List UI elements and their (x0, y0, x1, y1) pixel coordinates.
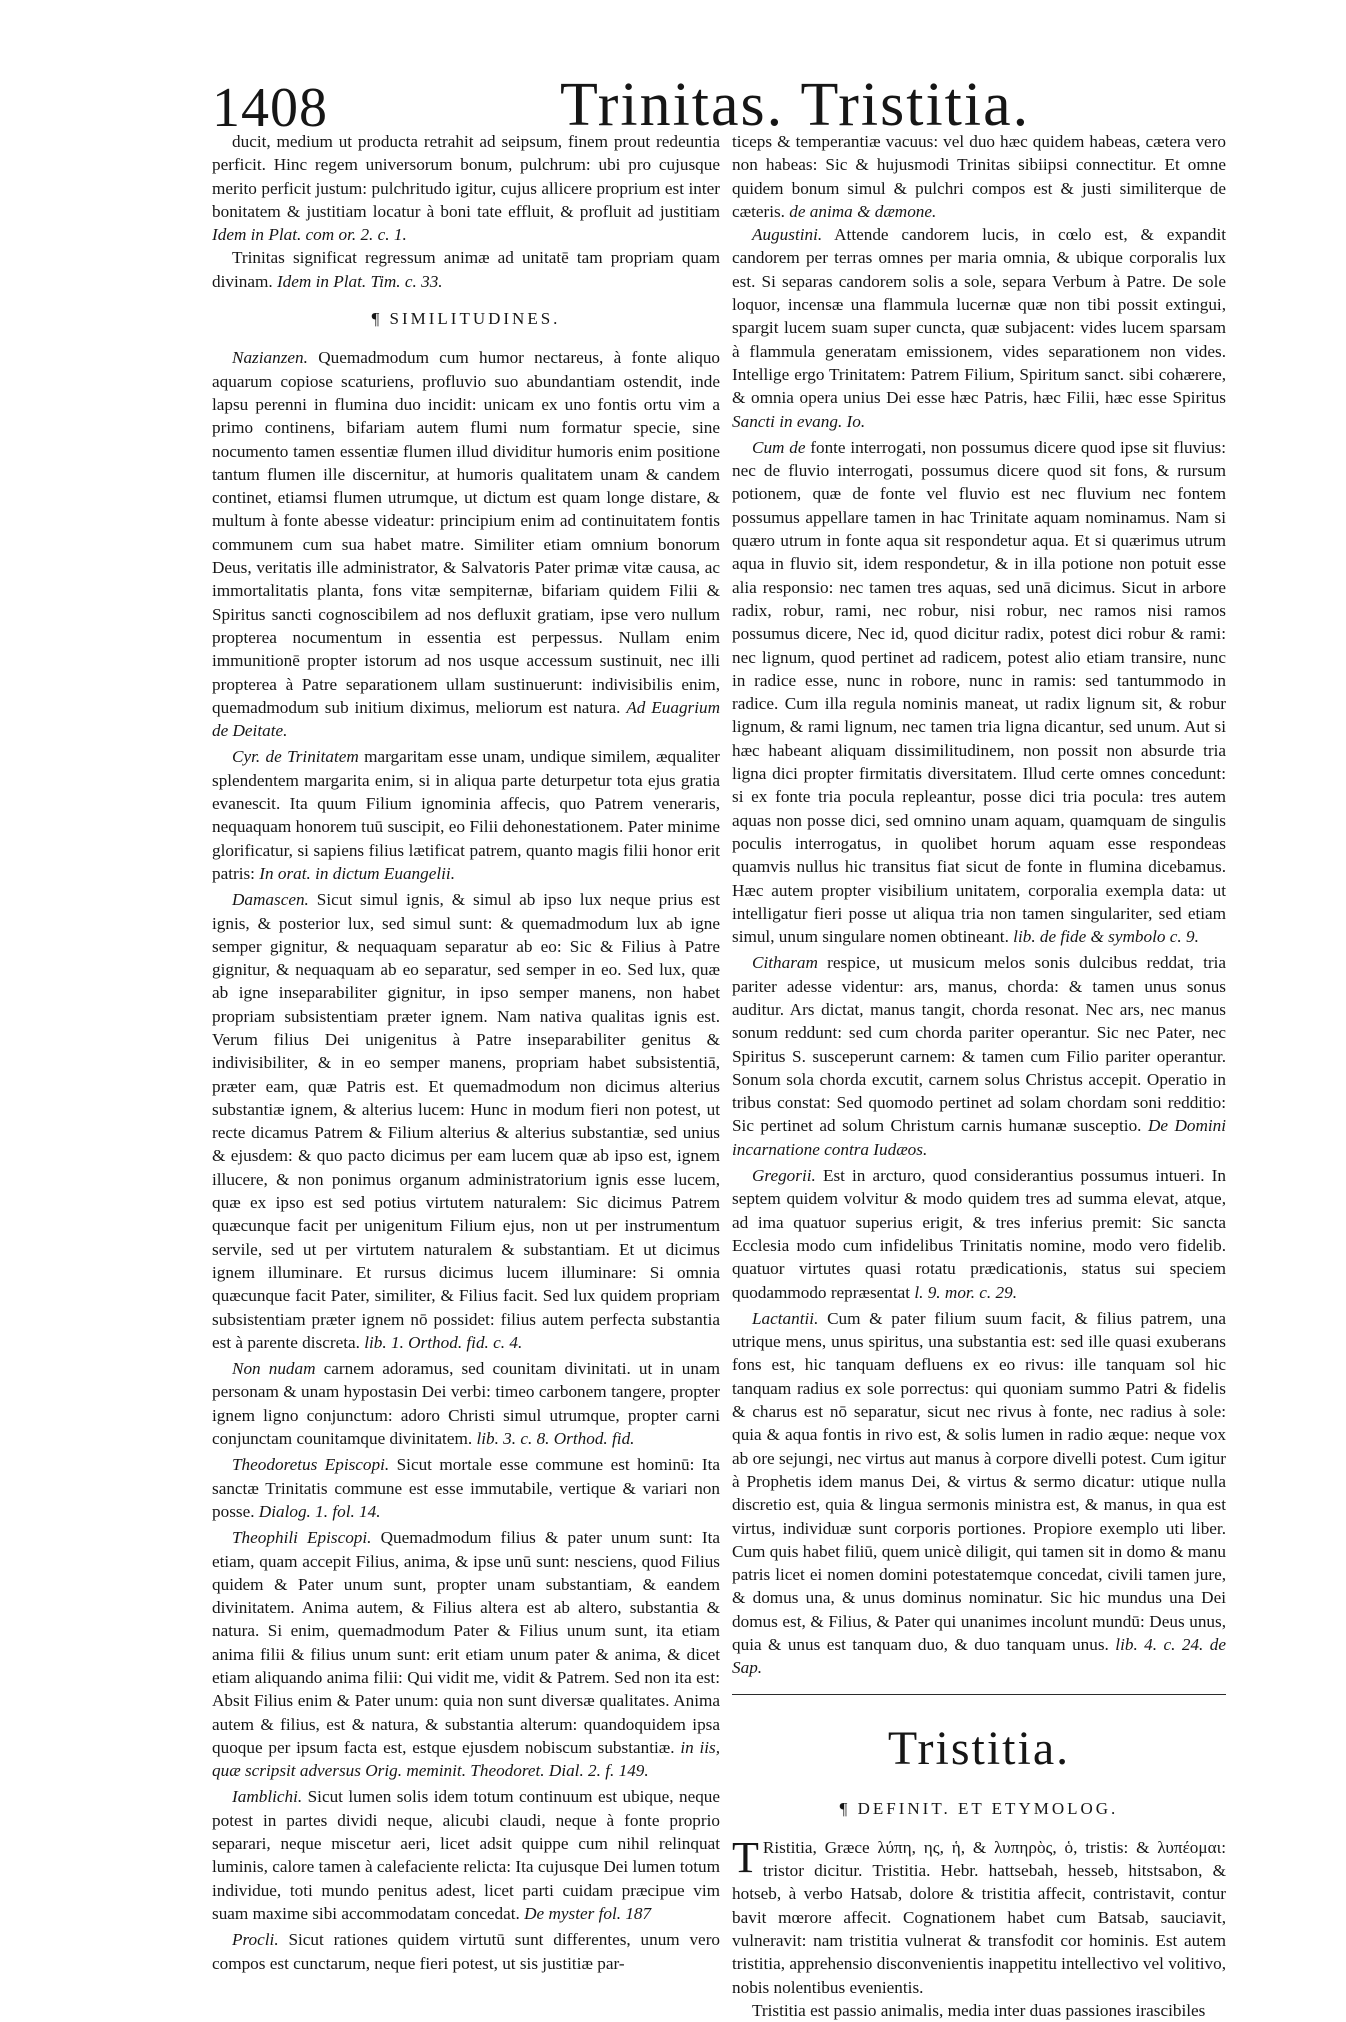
entry-iamblichi (212, 1785, 720, 1925)
entry-source: Cum de (752, 437, 806, 457)
citation: Ad Euagrium de Deitate. (212, 697, 721, 741)
entry-source: Gregorii. (752, 1166, 816, 1186)
entry-text: margaritam esse unam, undique similem, æqualiter splendentem margarita enim, si in aliqua parte deturpetur tota ejus gratia evanescit. Ita quum Filium ignominia affecis, quo Patrem veneraris, nequaquam honorem tuū suscipit, eo Filii dehonestationem. Pater minime glorificatur, si sapiens filius lætificat patrem, quanto magis filii honor erit patris: (212, 747, 721, 883)
entry-source: Non nudam (232, 1359, 316, 1379)
entry-augustini (732, 223, 1226, 433)
entry-source: Procli. (232, 1930, 279, 1950)
entry-source: Cyr. de Trinitatem (232, 747, 359, 767)
entry-text: Sicut mortale esse commune est hominū: Ita sanctæ Trinitatis commune est esse immutabile, vertique & variari non posse. (212, 1455, 720, 1521)
citation: De myster fol. 187 (524, 1903, 652, 1923)
entry-text: fonte interrogati, non possumus dicere quod ipse sit fluvius: nec de fluvio interrogati, possumus dicere quod sit fons, & rursum potionem, quæ de fonte vel fluvio est nec fluvium nec fontem possumus appellare tamen in hac Trinitate aquam nominamus. Nam si quæro utrum in fonte aqua sit respondetur aqua. Et si quærimus utrum aqua in fluvio sit, idem respondetur, & in illa potione non potuit esse alia responsio: nec tamen tres aquas, sed unā dicimus. Sicut in arbore radix, robur, rami, nec robur, nisi robur, nec ramos nisi ramos possumus dicere, Nec id, quod dicitur radix, potest dici robur & rami: nec lignum, quod pertinet ad radicem, potest alio etiam transire, nunc in radice esse, nunc in robore, nunc in ramis: sed tantummodo in radice. Cum illa regula nominis maneat, ut radix lignum sit, & robur lignum, & rami lignum, nec tamen tria ligna dicantur, sed unum. Aut si hæc habeant aliquam dissimilitudinem, non possit non absurde tria ligna dici propter firmitatis diversitatem. Illud certe omnes concedunt: si ex fonte tria pocula repleantur, posse dici tria pocula: tres autem aquas non posse dici, sed omnino unam aquam, quamquam de singulis poculis interrogatus, in quolibet horum aquam esse respondeas quamvis nullus hic transitus fiat sicut de fonte in flumina dicebamus. Hæc autem propter visibilium unitatem, corporalia exempla data: ut intelligatur fieri posse ut aliqua tria non tamen singulariter, sed etiam simul, unum singulare nomen obtineant. (732, 437, 1227, 947)
opening-text: ducit, medium ut producta retrahit ad seipsum, finem prout redeuntia perficit. Hinc regem universorum bonum, pulchrum: ubi pro cujusque merito perficit justum: pulchritudo igitur, cujus allicere proprium est inter bonitatem & justitiam locatur à boni tate effluit, & profluit ad justitiam (212, 132, 720, 221)
entry-source: Iamblichi. (232, 1787, 303, 1807)
citation: de anima & dæmone. (789, 201, 937, 221)
section-title-tristitia: Tristitia. (887, 1721, 1071, 1775)
entry-citharam (732, 951, 1226, 1161)
entry-source: Theodoretus Episcopi. (232, 1455, 390, 1475)
opening-text: Trinitas significat regressum animæ ad unitatē tam propriam quam divinam. (212, 248, 720, 291)
right-column (732, 130, 1226, 2022)
final-paragraph (732, 1999, 1226, 2022)
entry-source: Nazianzen. (232, 348, 308, 368)
entry-source: Citharam (752, 953, 818, 973)
entry-text: Quemadmodum cum humor nectareus, à fonte aliquo aquarum copiose scaturiens, profluvio suo abundantiam ostendit, inde lapsu perenni in flumina duo incidit: unicam ex uno fontis ortu vim a primo continens, bifariam autem flumi num formatur specie, sine nocumento tamen essentiæ flumen illud dividitur humoris enim positione tantum flumen ille discernitur, at humoris qualitatem unam & candem continet, etiamsi flumen utrumque, ut dictum est quam longe distare, & multum à fonte abesse videatur: principium enim ad continuitatem fontis communem cum sua habet matre. Similiter etiam omnium bonorum Deus, veritatis ille administrator, & Salvatoris Pater primæ vitæ causa, ac immortalitatis planta, fons vitæ sempiternæ, bifariam quidem Filii & Spiritus sancti cognoscibilem ad nos defluxit gratiam, ipse vero nullum propterea nocumentum in essentia est perpessus. Nullam enim immunitionē propter istorum ad nos usque accessum sustinuit, nec illi propterea à Patre separationem ullam sustinuerunt: indivisibilis enim, quemadmodum sub initium diximus, meliorum est natura. (212, 348, 721, 717)
citation: lib. 4. c. 24. de Sap. (732, 1635, 1227, 1678)
page-number: 1408 (212, 77, 328, 139)
citation: Sancti in evang. Io. (732, 411, 866, 431)
opening-paragraph (212, 130, 720, 246)
page-header (0, 0, 1346, 139)
entry-cyril (212, 745, 720, 885)
left-column (212, 130, 720, 1975)
opening-paragraph (212, 246, 720, 293)
section-heading-definit: ¶ DEFINIT. ET ETYMOLOG. (839, 1798, 1119, 1818)
citation: lib. de fide & symbolo c. 9. (1013, 927, 1199, 947)
citation: l. 9. mor. c. 29. (914, 1282, 1017, 1302)
citation: lib. 3. c. 8. Orthod. fid. (476, 1429, 635, 1449)
entry-text: Sicut lumen solis idem totum continuum est ubique, neque potest in partes dividi neque, alicubi claudi, neque à fonte proprio separari, neque miscetur aeri, licet adsit quippe cum nihil relinquat luminis, calore tamen à calefaciente relicta: Ita cujusque Dei lumen totum individue, toti mundo penitus adest, licet parti cuidam præcipue vim suam maxime sibi accommodatam concedat. (212, 1787, 721, 1923)
entry-text: Cum & pater filium suum facit, & filius patrem, una utrique mens, unus spiritus, una substantia est: sed ille quasi exuberans fons est, hic tanquam defluens ex eo rivus: ille tanquam sol hic tanquam radius ex sole porrectus: qui quoniam summo Patri & fidelis & charus est nō separatur, sicut nec rivus à fonte, nec radius à sole: quia & aqua fontis in rivo est, & solis lumen in radio æque: neque vox ab ore sejungi, nec virtus aut manus à corpore divelli potest. Cum igitur à Prophetis idem manus Dei, & virtus & sermo dicatur: utique nulla discretio est, quia & lingua sermonis ministra est, & manus, in qua est virtus, individuæ sunt corporis portiones. Propiore exemplo uti liber. Cum quis habet filiū, quem unicè diligit, qui tamen sit in domo & manu patris licet ei nomen domini potestatemque concedat, civili tamen jure, & domus una, & unus dominus nominatur. Sic hic mundus una Dei domus est, & Filius, & Pater qui unanimes incolunt mundū: Deus unus, quia & unus est tanquam duo, & duo tanquam unus. (732, 1308, 1226, 1654)
continuation-paragraph (732, 130, 1226, 223)
entry-text: respice, ut musicum melos sonis dulcibus reddat, tria pariter adesse videntur: ars, manus, chorda: & tamen unus sonus auditur. Ars dictat, manus tangit, chorda resonat. Nec ars, nec manus sonum reddunt: sed cum chorda pariter operantur. Sic nec Pater, nec Spiritus S. susceperunt carnem: & tamen cum Filio pariter operantur. Sonum sola chorda excutit, carnem solus Christus accepit. Operatio in tribus constat: Sed quomodo pertinet ad solam chordam soni redditio: Sic pertinet ad solum Christum carnis humanæ susceptio. (732, 953, 1226, 1136)
entry-lactantii (732, 1307, 1226, 1680)
citation: Idem in Plat. Tim. c. 33. (276, 271, 443, 291)
entry-text: Est in arcturo, quod considerantius possumus intueri. In septem quidem volvitur & modo quidem tres ad summa elevat, atque, ad ima quatuor superius erigit, & tres inferius premit: Sic sancta Ecclesia modo cum infidelibus Trinitatis nomine, modo vero fidelib. quatuor virtutes quasi rotatu prædicationis, status sui speciem quodammodo repræsentat (732, 1166, 1227, 1302)
section-heading-similitudines: ¶ SIMILITUDINES. (371, 309, 561, 329)
running-title: Trinitas. Tristitia. (560, 71, 1031, 139)
drop-cap: T (732, 1832, 759, 1882)
entry-theodoretus (212, 1453, 720, 1523)
entry-gregorii (732, 1164, 1226, 1304)
entry-damascen (212, 888, 720, 1354)
entry-nazianzen (212, 346, 720, 742)
entry-procli (212, 1928, 720, 1975)
entry-text: Sicut rationes quidem virtutū sunt differentes, unum vero compos est cunctarum, neque fieri potest, ut sis justitiæ par- (212, 1930, 721, 1973)
definition-paragraph (732, 1832, 1226, 1999)
entry-non-nudam (212, 1357, 720, 1450)
entry-text: carnem adoramus, sed counitam divinitati. ut in unam personam & unam hypostasin Dei verbi: timeo carbonem tangere, propter ignem ligno conjunctum: adoro Christi simul utrumque, propter carni conjunctam counitamque divinitatem. (212, 1359, 720, 1449)
citation: lib. 1. Orthod. fid. c. 4. (364, 1332, 523, 1352)
entry-source: Augustini. (752, 225, 823, 245)
entry-text: Attende candorem lucis, in cœlo est, & expandit candorem per terras omnes per maria omnia, & ubique corporalis lux est. Si separas candorem solis a sole, separa Verbum à Patre. De sole loquor, incensæ una flammula lucernæ quæ non tibi possit extingui, spargit lucem suam super cuncta, quæ subjacent: vides lucem sparsam à flammula generatam emissionem, vides separationem non vides. Intellige ergo Trinitatem: Patrem Filium, Spiritum sanct. sibi cohærere, & omnia opera unius Dei esse hæc Patris, hæc Filii, hæc esse Spiritus (732, 225, 1226, 408)
entry-text: Quemadmodum filius & pater unum sunt: Ita etiam, quam accepit Filius, anima, & ipse unū sunt: nesciens, quod Filius quidem & Pater unum sunt, propter unam substantiam, & eandem divinitatem. Anima autem, & Filius altera est ab altero, substantia & natura. Si enim, quemadmodum Pater & Filius unum sunt, ita etiam anima filii & filius unum sunt: erit etiam unum pater & anima, & dicet etiam aliquando anima filii: Qui vidit me, vidit & Patrem. Sed non ita est: Absit Filius enim & Pater unum: quia non sunt diversæ qualitates. Anima autem & filius, est & natura, & substantia alterum: quandoquidem ipsa quoque per ipsum facta est, estque ejusdem nobiscum substantiæ. (212, 1528, 720, 1757)
section-divider (732, 1694, 1226, 1695)
definition-text: Ristitia, Græce λύπη, ης, ἡ, & λυπηρὸς, ὁ, tristis: & λυπέομαι: tristor dicitur. Tristitia. Hebr. hattsebah, hesseb, hitstsabon, & hotseb, à verbo Hatsab, dolore & tristitia affecit, contristavit, contur bavit mœrore affecit. Cognationem habet cum Batsab, sauciavit, vulneravit: nam tristitia vulnerat & transfodit cor hominis. Est autem tristitia, apprehensio disconvenientis inappetitu intellectivo vel volitivo, nobis nolentibus evenientis. (732, 1837, 1226, 1997)
continuation-text: ticeps & temperantiæ vacuus: vel duo hæc quidem habeas, cætera vero non habeas: Sic & hujusmodi Trinitas sibiipsi connectitur. Et omne quidem bonum simul & pulchri compos est & justi similiterque de cæteris. (732, 132, 1226, 221)
citation: in iis, quæ scripsit adversus Orig. meminit. Theodoret. Dial. 2. f. 149. (212, 1737, 721, 1781)
entry-source: Lactantii. (752, 1308, 819, 1328)
entry-theophili (212, 1526, 720, 1782)
entry-source: Theophili Episcopi. (232, 1528, 372, 1548)
citation: Dialog. 1. fol. 14. (258, 1501, 381, 1521)
entry-text: Sicut simul ignis, & simul ab ipso lux neque prius est ignis, & posterior lux, sed simul sunt: & quemadmodum lux ab igne semper gignitur, & nequaquam separatur ab eo: Sic & Filius à Patre gignitur, & nequaquam ab eo separatur, sed semper in eo. Sed lux, quæ ab igne inseparabiliter gignitur, in ipso semper manens, non habet propriam subsistentiam præter ignem. Nam nativa qualitas ignis est. Verum filius Dei unigenitus à Patre inseparabiliter genitus & indivisibiliter, & in eo semper manens, propriam habet subsistentiā, præter eam, quæ Patris est. Et quemadmodum non dicimus alterius substantiæ ignem, & alterius lucem: Hunc in modum fieri non potest, ut recte dicamus Patrem & Filium alterius & alterius substantiæ, sed unius & ejusdem: & quo pacto dicimus per eam lucem quæ ab ipso est, ignem illucere, & non ponimus organum administratorium ignis esse lucem, quæ ex ipso est sed potius virtutem naturalem: Sic dicimus Patrem quæcunque facit per unigenitum Filium ejus, non ut per instrumentum servile, sed ut per virtutem naturalem & substantiam. Et ut dicimus ignem illuminare. Et rursus dicimus lucem illuminare: Si omnia quæcunque facit Pater, similiter, & Filius facit. Sed lux quidem propriam subsistentiam præter ignem nō possidet: filius autem perfecta substantia est à parente discreta. (212, 890, 720, 1352)
final-text: Tristitia est passio animalis, media inter duas passiones irascibiles (752, 2000, 1206, 2020)
entry-source: Damascen. (232, 890, 309, 910)
citation: De Domini incarnatione contra Iudæos. (732, 1116, 1227, 1159)
citation: Idem in Plat. com or. 2. c. 1. (212, 225, 407, 245)
entry-cum-de-fonte (732, 436, 1226, 949)
citation: In orat. in dictum Euangelii. (259, 863, 455, 883)
